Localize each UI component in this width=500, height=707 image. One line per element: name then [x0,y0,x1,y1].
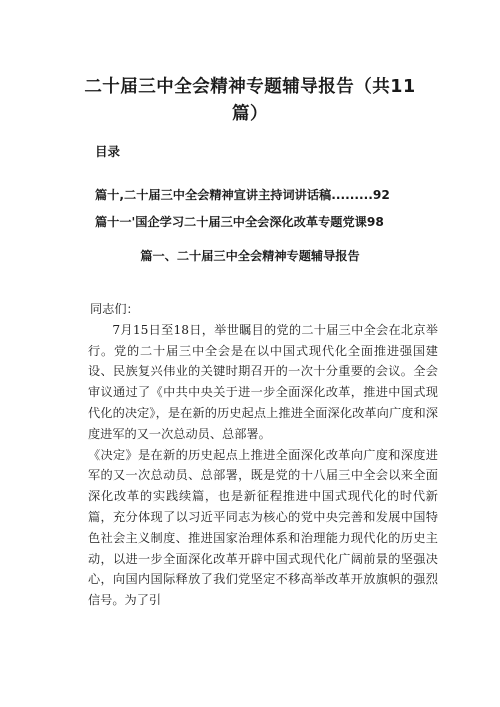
body-paragraph: 7月15日至18日，举世瞩目的党的二十届三中全会在北京举行。党的二十届三中全会是在以中国式现代化全面推进强国建设、民族复兴伟业的关键时期召开的一次十分重要的会议。全会审议通过了《中共中央关于进一步全面深化改革，推进中国式现代化的决定》，是在新的历史起点上推进全面深化改革向广度和深度进军的又一次总动员、总部署。 [88,322,438,441]
section-heading: 篇一、二十届三中全会精神专题辅导报告 [140,249,360,263]
table-of-contents [95,182,435,236]
document-body [88,299,438,611]
body-paragraph: 《决定》是在新的历史起点上推进全面深化改革向广度和深度进军的又一次总动员、总部署，既是党的十八届三中全会以来全面深化改革的实践续篇，也是新征程推进中国式现代化的时代新篇，充分体现了以习近平同志为核心的党中央完善和发展中国特色社会主义制度、推进国家治理体系和治理能力现代化的历史主动，以进一步全面深化改革开辟中国式现代化广阔前景的坚强决心，向国内国际释放了我们党坚定不移高举改革开放旗帜的强烈信号。为了引 [88,447,438,608]
salutation: 同志们： [90,302,139,316]
toc-item[interactable]: 篇十,二十届三中全会精神宣讲主持词讲话稿.........92 [95,188,390,202]
toc-item[interactable]: 篇十一'国企学习二十届三中全会深化改革专题党课98 [95,215,384,229]
toc-label: 目录 [95,144,121,159]
document-title: 二十届三中全会精神专题辅导报告（共11篇） [84,77,416,124]
